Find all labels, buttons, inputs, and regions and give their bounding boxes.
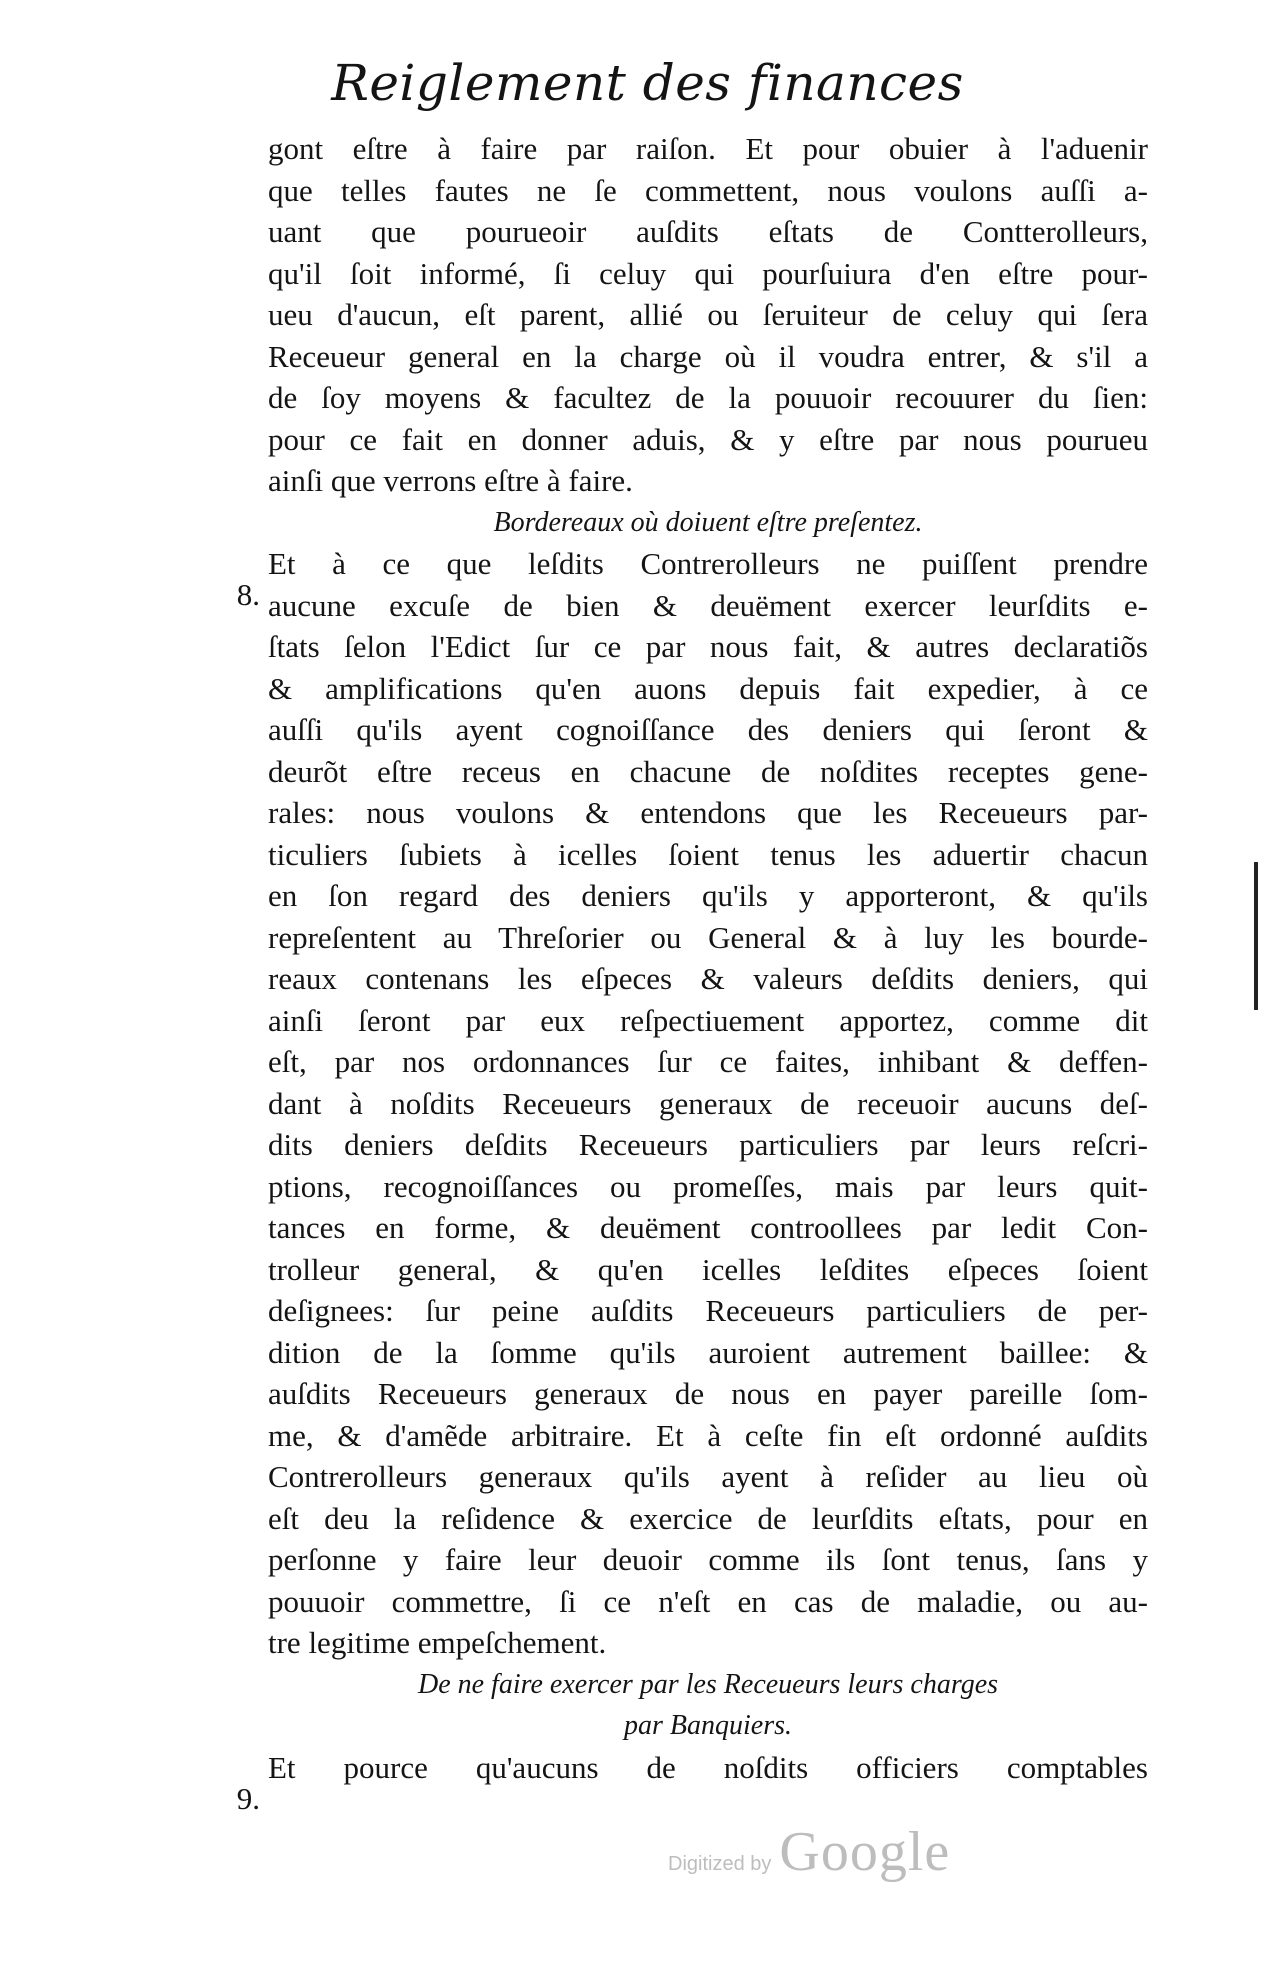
text-line: trolleur general, & qu'en icelles leſdites eſpeces ſoient bbox=[268, 1251, 1148, 1287]
text-line: que telles fautes ne ſe commettent, nous voulons auſſi a- bbox=[268, 172, 1148, 208]
text-line: 9. Et pource qu'aucuns de noſdits officiers comptables bbox=[236, 1749, 1148, 1816]
google-logo: Google bbox=[779, 1821, 951, 1883]
text-line: auſſi qu'ils ayent cognoiſſance des deniers qui ſeront & bbox=[268, 712, 1148, 747]
text-line: me, & d'amẽde arbitraire. Et à ceſte fin eſt ordonné auſdits bbox=[268, 1417, 1148, 1453]
text-line: en ſon regard des deniers qu'ils y apporteront, & qu'ils bbox=[268, 878, 1148, 913]
text-line: de ſoy moyens & facultez de la pouuoir recouurer du ſien: bbox=[268, 380, 1148, 415]
text-line: dition de la ſomme qu'ils auroient autrement baillee: & bbox=[268, 1334, 1148, 1370]
text-line: deſignees: ſur peine auſdits Receueurs particuliers de per- bbox=[268, 1293, 1148, 1328]
text-line: uant que pourueoir auſdits eſtats de Contterolleurs, bbox=[268, 214, 1148, 249]
text-line: repreſentent au Threſorier ou General & à luy les bourde- bbox=[268, 919, 1148, 955]
text-line: auſdits Receueurs generaux de nous en payer pareille ſom- bbox=[268, 1376, 1148, 1411]
digitization-watermark bbox=[668, 1820, 950, 1884]
text-line: aucune excuſe de bien & deuëment exercer leurſdits e- bbox=[268, 587, 1148, 623]
text-line: Receueur general en la charge où il voudra entrer, & s'il a bbox=[268, 338, 1148, 374]
text-line: rales: nous voulons & entendons que les Receueurs par- bbox=[268, 795, 1148, 830]
text-line: tances en forme, & deuëment controollees par ledit Con- bbox=[268, 1210, 1148, 1245]
section-heading-line: Bordereaux où doiuent eſtre preſentez. bbox=[493, 506, 923, 538]
watermark-prefix: Digitized by bbox=[668, 1853, 772, 1875]
section-heading-line: De ne faire exercer par les Receueurs leurs charges bbox=[417, 1668, 999, 1700]
text-line: 8. Et à ce que leſdits Contrerolleurs ne puiſſent prendre bbox=[236, 546, 1148, 612]
text-line: & amplifications qu'en auons depuis fait expedier, à ce bbox=[268, 670, 1148, 706]
text-line: reaux contenans les eſpeces & valeurs deſdits deniers, qui bbox=[268, 961, 1148, 996]
body-text bbox=[236, 128, 1148, 1816]
text-line: eſt, par nos ordonnances ſur ce faites, inhibant & deffen- bbox=[268, 1044, 1148, 1079]
text-line: gont eſtre à faire par raiſon. Et pour obuier à l'aduenir bbox=[268, 131, 1148, 166]
text-line: ſtats ſelon l'Edict ſur ce par nous fait, & autres declaratiõs bbox=[268, 629, 1148, 664]
text-line: Contrerolleurs generaux qu'ils ayent à reſider au lieu où bbox=[268, 1459, 1148, 1494]
margin-mark bbox=[1254, 862, 1258, 1010]
text-line: dant à noſdits Receueurs generaux de receuoir aucuns deſ- bbox=[268, 1085, 1148, 1121]
text-line: perſonne y faire leur deuoir comme ils ſont tenus, ſans y bbox=[268, 1542, 1148, 1577]
running-head: Reiglement des finances bbox=[331, 54, 964, 112]
text-line: ainſi que verrons eſtre à faire. bbox=[268, 463, 633, 498]
text-line: ticuliers ſubiets à icelles ſoient tenus les aduertir chacun bbox=[268, 836, 1148, 872]
text-line: eſt deu la reſidence & exercice de leurſdits eſtats, pour en bbox=[268, 1500, 1148, 1536]
text-line: deurõt eſtre receus en chacune de noſdites receptes gene- bbox=[268, 753, 1148, 789]
text-line: dits deniers deſdits Receueurs particuliers par leurs reſcri- bbox=[268, 1127, 1148, 1162]
text-line: pour ce fait en donner aduis, & y eſtre par nous pourueu bbox=[268, 421, 1148, 457]
text-line: ueu d'aucun, eſt parent, allié ou ſeruiteur de celuy qui ſera bbox=[268, 297, 1148, 332]
text-line: tre legitime empeſchement. bbox=[268, 1625, 607, 1660]
text-line: ptions, recognoiſſances ou promeſſes, mais par leurs quit- bbox=[268, 1168, 1148, 1204]
text-line: qu'il ſoit informé, ſi celuy qui pourſuiura d'en eſtre pour- bbox=[268, 255, 1148, 291]
section-heading-line: par Banquiers. bbox=[624, 1710, 792, 1741]
text-line: ainſi ſeront par eux reſpectiuement apportez, comme dit bbox=[268, 1002, 1148, 1038]
text-line: pouuoir commettre, ſi ce n'eſt en cas de maladie, ou au- bbox=[268, 1583, 1148, 1619]
